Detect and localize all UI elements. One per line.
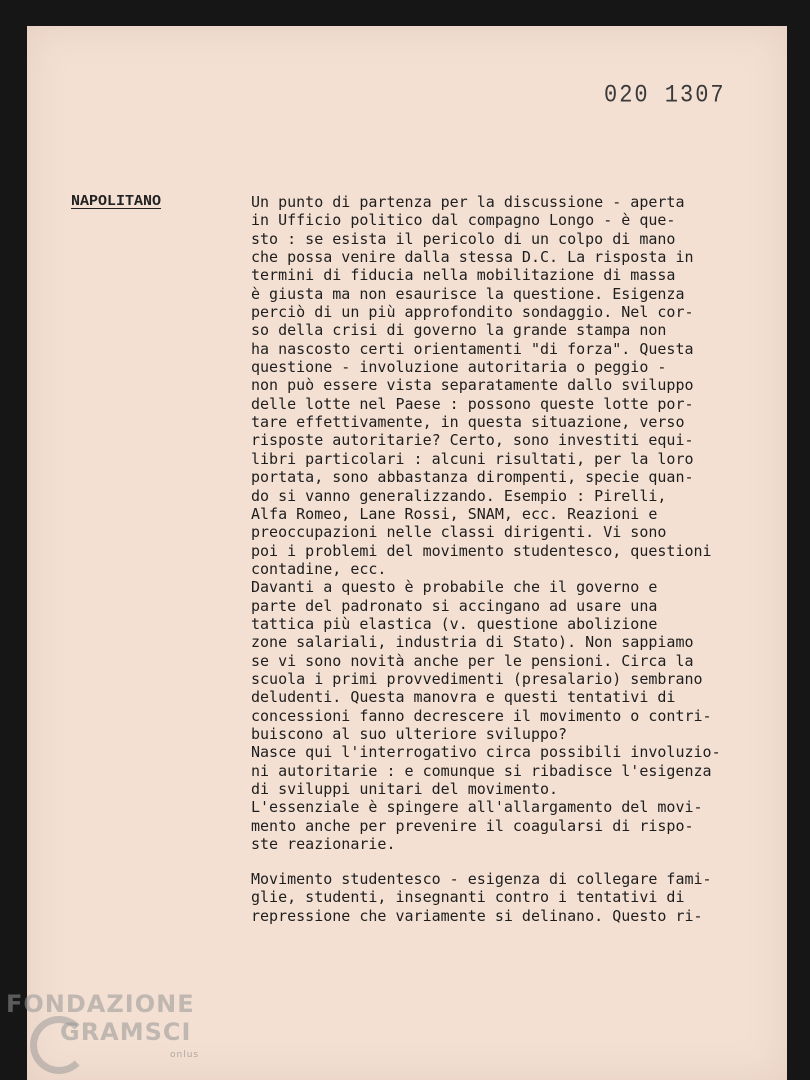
page-number: 020 1307	[604, 81, 726, 110]
fondazione-gramsci-watermark	[0, 990, 230, 1080]
body-paragraph: Movimento studentesco - esigenza di collegare fami- glie, studenti, insegnanti contro i tentativi di repressione che variamente si delinano. Questo ri-	[251, 870, 712, 925]
body-paragraph: Un punto di partenza per la discussione - aperta in Ufficio politico dal compagno Longo - è que- sto : se esista il pericolo di un colpo di mano che possa venire dalla stessa D.C. La risposta in termini di fiducia nella mobilitazione di massa è giusta ma non esaurisce la questione. Esigenza perciò di un più approfondito sondaggio. Nel cor- so della crisi di governo la grande stampa non ha nascosto certi orientamenti "di forza". Questa questione - involuzione autoritaria o peggio - non può essere vista separatamente dallo sviluppo delle lotte nel Paese : possono queste lotte por- tare effettivamente, in questa situazione, verso risposte autoritarie? Certo, sono investiti equi- libri particolari : alcuni risultati, per la loro portata, sono abbastanza dirompenti, specie quan- do si vanno generalizzando. Esempio : Pirelli, Alfa Romeo, Lane Rossi, SNAM, ecc. Reazioni e preoccupazioni nelle classi dirigenti. Vi sono poi i problemi del movimento studentesco, questioni contadine, ecc. Davanti a questo è probabile che il governo e parte del padronato si accingano ad usare una tattica più elastica (v. questione abolizione zone salariali, industria di Stato). Non sappiamo se vi sono novità anche per le pensioni. Circa la scuola i primi provvedimenti (presalario) sembrano deludenti. Questa manovra e questi tentativi di concessioni fanno decrescere il movimento o contri- buiscono al suo ulteriore sviluppo? Nasce qui l'interrogativo circa possibili involuzio- ni autoritarie : e comunque si ribadisce l'esigenza di sviluppi unitari del movimento. L'essenziale è spingere all'allargamento del movi- mento anche per prevenire il coagularsi di rispo- ste reazionarie.	[251, 193, 721, 854]
watermark-small: onlus	[170, 1050, 200, 1060]
watermark-line1: FONDAZIONE	[6, 990, 195, 1018]
speaker-name: NAPOLITANO	[71, 193, 162, 210]
watermark-line2: GRAMSCI	[60, 1018, 192, 1046]
